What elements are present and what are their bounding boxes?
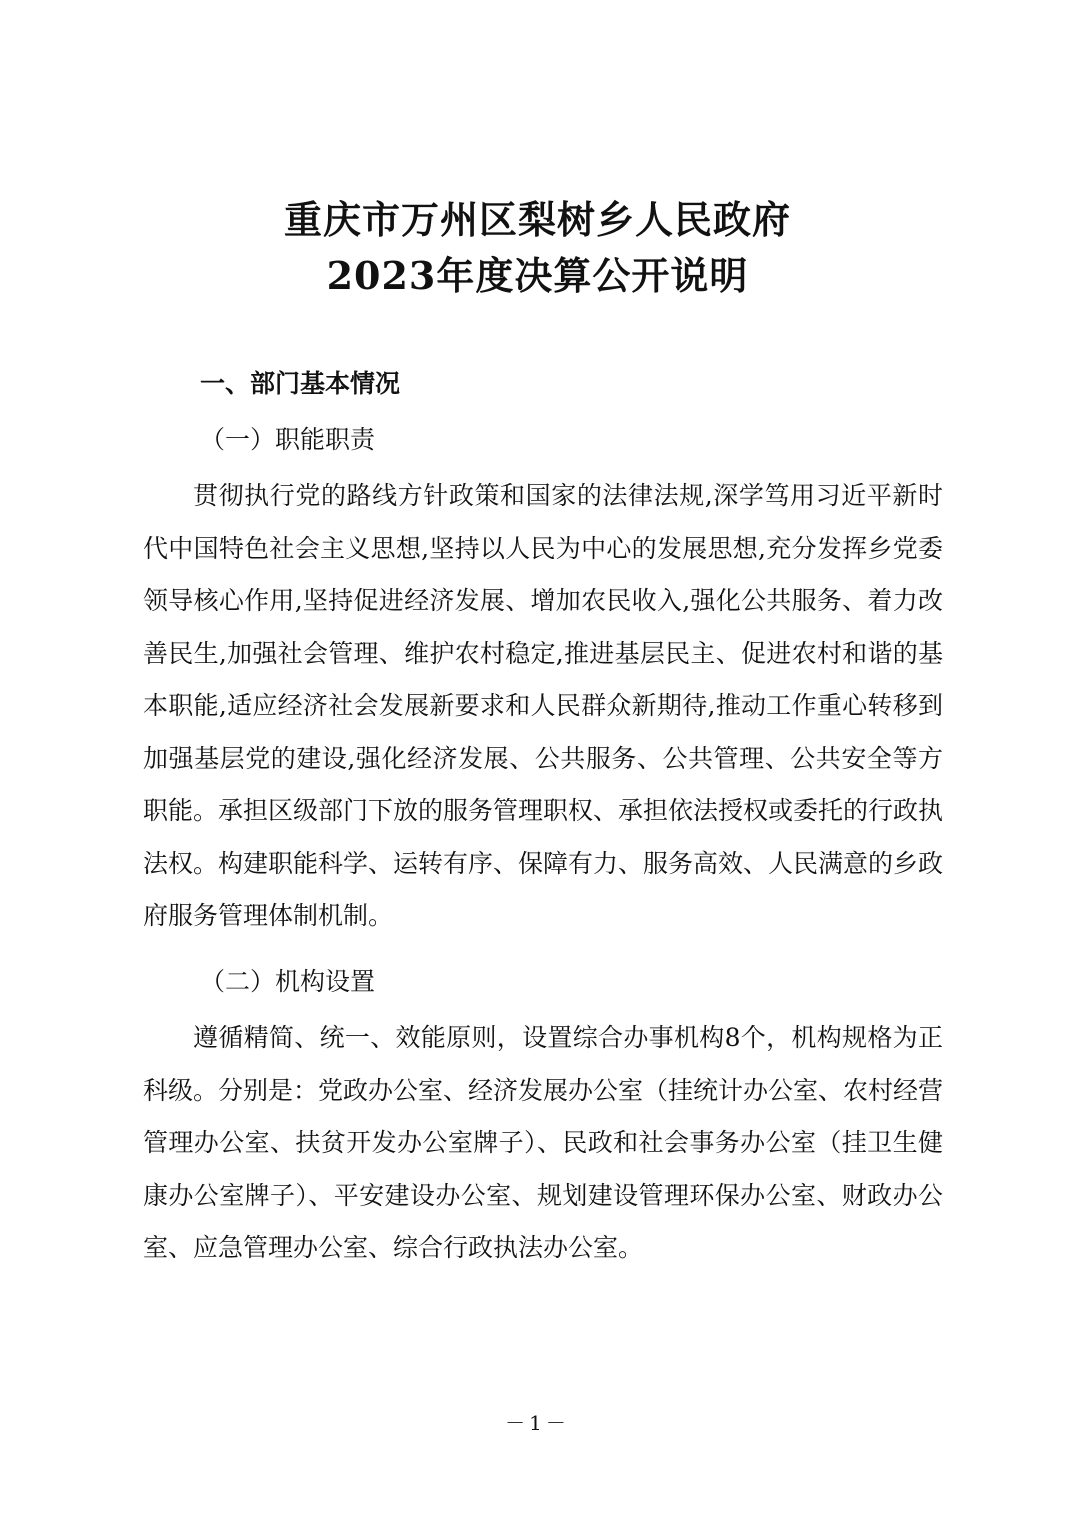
page-number: －1－ (505, 1411, 570, 1435)
document-title-line-1: 重庆市万州区梨树乡人民政府 (283, 197, 791, 242)
document-title-line-2: 2023年度决算公开说明 (326, 253, 749, 298)
paragraph-organization: 遵循精简、统一、效能原则，设置综合办事机构8个，机构规格为正科级。分别是：党政办公室、经济发展办公室（挂统计办公室、农村经营管理办公室、扶贫开发办公室牌子）、民政和社会事务办公室（挂卫生健康办公室牌子）、平安建设办公室、规划建设管理环保办公室、财政办公室、应急管理办公室、综合行政执法办公室。 (143, 1023, 944, 1262)
subsection-heading-functions: （一）职能职责 (200, 425, 376, 454)
section-heading-basic-info: 一、部门基本情况 (200, 369, 401, 398)
paragraph-functions: 贯彻执行党的路线方针政策和国家的法律法规,深学笃用习近平新时代中国特色社会主义思想,坚持以人民为中心的发展思想,充分发挥乡党委领导核心作用,坚持促进经济发展、增加农民收入,强化公共服务、着力改善民生,加强社会管理、维护农村稳定,推进基层民主、促进农村和谐的基本职能,适应经济社会发展新要求和人民群众新期待,推动工作重心转移到加强基层党的建设,强化经济发展、公共服务、公共管理、公共安全等方职能。承担区级部门下放的服务管理职权、承担依法授权或委托的行政执法权。构建职能科学、运转有序、保障有力、服务高效、人民满意的乡政府服务管理体制机制。 (143, 481, 944, 930)
subsection-heading-organization: （二）机构设置 (200, 967, 376, 996)
